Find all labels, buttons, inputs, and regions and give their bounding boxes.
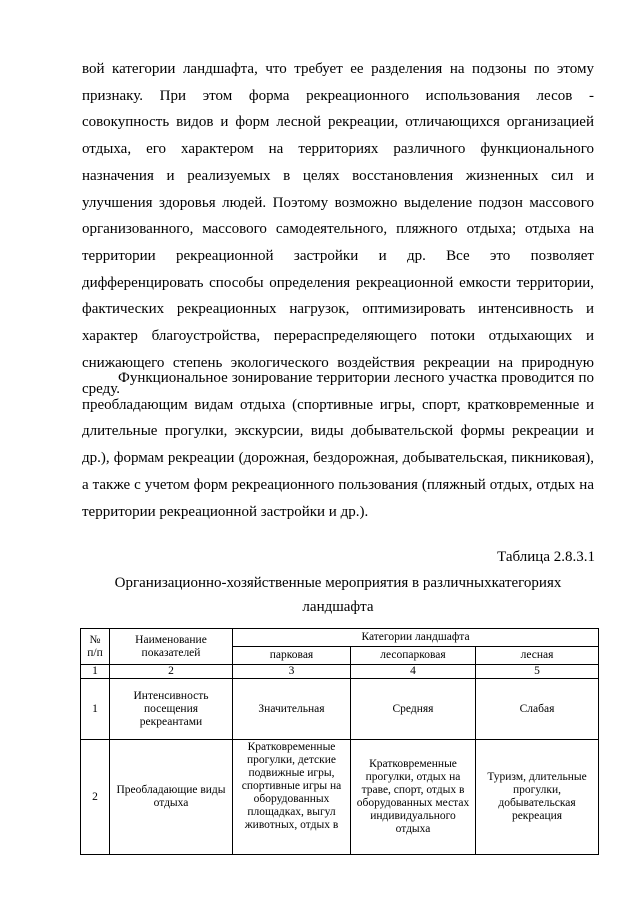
row-num: 1 — [81, 679, 110, 740]
header-num: № п/п — [81, 629, 110, 665]
paragraph-1: вой категории ландшафта, что требует ее разделения на подзоны по этому признаку. При этом форма рекреационного использования лесов - совокупность видов и форм лесной рекреации, отличающихся организацией отдыха, его характером на территориях различного функционального назначения и реализуемых в целях восстановления жизненных сил и улучшения здоровья людей. Поэтому возможно выделение подзон массового организованного, массового самодеятельного, пляжного отдыха; отдыха на территории рекреационной застройки и др. Все это позволяет дифференцировать способы определения рекреационной емкости территории, фактических рекреационных нагрузок, оптимизировать интенсивность и характер благоустройства, перераспределяющего потоки отдыхающих и снижающего степень экологического воздействия рекреации на природную среду. — [82, 61, 594, 398]
col-number: 3 — [233, 665, 351, 679]
col-number: 4 — [351, 665, 476, 679]
header-park: парковая — [233, 647, 351, 665]
header-categories: Категории ландшафта — [233, 629, 599, 647]
row-park: Кратковременные прогулки, детские подвижные игры, спортивные игры на оборудованных площадках, выгул животных, отдых в — [241, 741, 342, 831]
row-forest: Туризм, длительные прогулки, добывательская рекреация — [476, 740, 599, 855]
col-number: 5 — [476, 665, 599, 679]
table-caption: Организационно-хозяйственные мероприятия в различныхкатегориях ландшафта — [114, 575, 562, 615]
table-row — [81, 679, 599, 740]
row-indicator: Преобладающие виды отдыха — [110, 740, 233, 855]
row-forest: Слабая — [476, 679, 599, 740]
row-forest-park: Кратковременные прогулки, отдых на траве, спорт, отдых в оборудованных местах индивидуального отдыха — [351, 740, 476, 855]
column-number-row — [81, 665, 599, 679]
table-label: Таблица 2.8.3.1 — [497, 549, 595, 565]
row-park: Значительная — [233, 679, 351, 740]
landscape-table — [80, 628, 599, 855]
col-number: 1 — [81, 665, 110, 679]
table-row — [81, 740, 599, 855]
row-forest-park: Средняя — [351, 679, 476, 740]
header-indicator: Наименование показателей — [110, 629, 233, 665]
paragraph-2: Функциональное зонирование территории лесного участка проводится по преобладающим видам отдыха (спортивные игры, спорт, кратковременные и длительные прогулки, экскурсии, виды добывательской формы рекреации и др.), формам рекреации (дорожная, бездорожная, добывательская, пикниковая), а также с учетом форм рекреационного пользования (пляжный отдых, отдых на территории рекреационной застройки и др.). — [82, 370, 594, 520]
row-num: 2 — [81, 740, 110, 855]
header-forest: лесная — [476, 647, 599, 665]
header-forest-park: лесопарковая — [351, 647, 476, 665]
table-header-row — [81, 629, 599, 647]
col-number: 2 — [110, 665, 233, 679]
row-indicator: Интенсивность посещения рекреантами — [110, 679, 233, 740]
row-park-cell — [233, 740, 351, 855]
